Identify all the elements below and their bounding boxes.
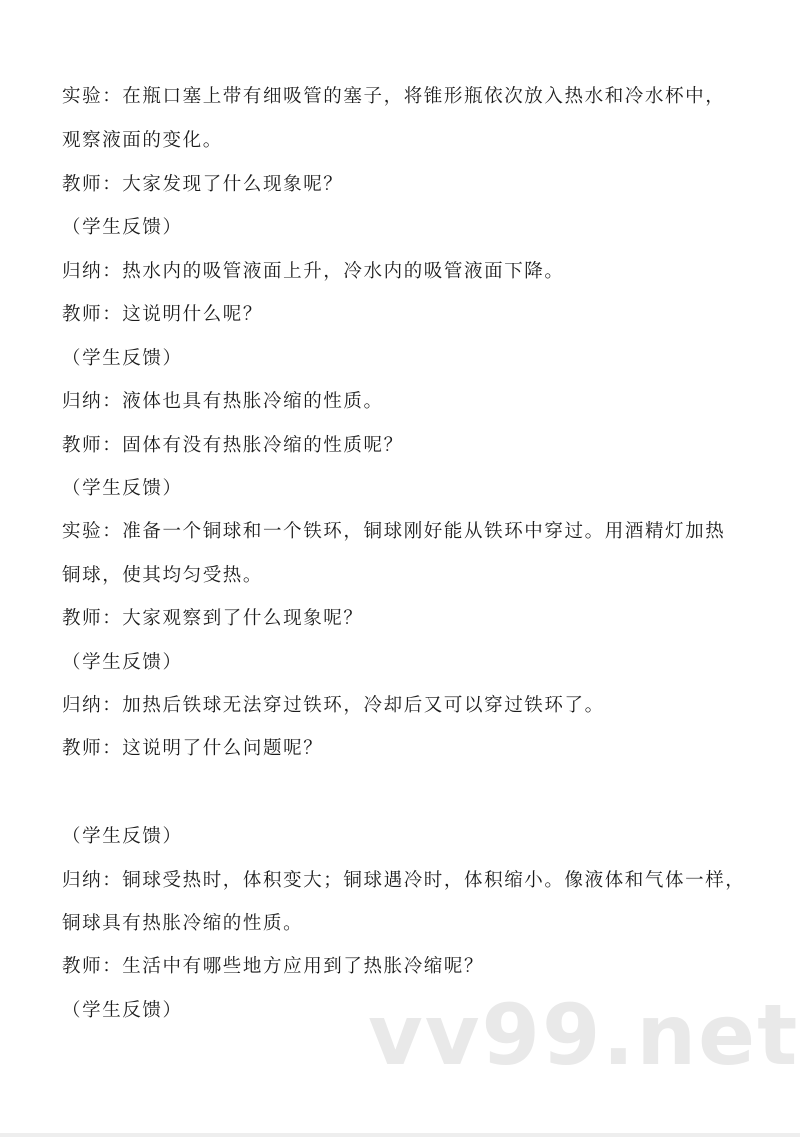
text-line-4: （学生反馈） — [62, 217, 183, 238]
text-line-19: 铜球具有热胀冷缩的性质。 — [62, 913, 304, 934]
text-line-5: 归纳：热水内的吸管液面上升，冷水内的吸管液面下降。 — [62, 261, 565, 282]
text-line-8: 归纳：液体也具有热胀冷缩的性质。 — [62, 391, 384, 412]
text-line-3: 教师：大家发现了什么现象呢？ — [62, 174, 344, 195]
text-line-21: （学生反馈） — [62, 1000, 183, 1021]
text-line-20: 教师：生活中有哪些地方应用到了热胀冷缩呢？ — [62, 956, 485, 977]
text-line-15: 归纳：加热后铁球无法穿过铁环，冷却后又可以穿过铁环了。 — [62, 695, 605, 716]
text-line-2: 观察液面的变化。 — [62, 130, 223, 151]
text-line-11: 实验：准备一个铜球和一个铁环，铜球刚好能从铁环中穿过。用酒精灯加热 — [62, 521, 726, 542]
page-bottom-edge — [0, 1133, 800, 1137]
text-line-1: 实验：在瓶口塞上带有细吸管的塞子，将锥形瓶依次放入热水和冷水杯中， — [62, 86, 726, 107]
text-line-16: 教师：这说明了什么问题呢？ — [62, 738, 324, 759]
text-line-13: 教师：大家观察到了什么现象呢？ — [62, 608, 364, 629]
text-line-12: 铜球，使其均匀受热。 — [62, 565, 264, 586]
text-line-18: 归纳：铜球受热时，体积变大；铜球遇冷时，体积缩小。像液体和气体一样， — [62, 870, 746, 891]
text-line-6: 教师：这说明什么呢？ — [62, 304, 264, 325]
text-line-9: 教师：固体有没有热胀冷缩的性质呢？ — [62, 435, 404, 456]
text-line-14: （学生反馈） — [62, 652, 183, 673]
text-line-7: （学生反馈） — [62, 348, 183, 369]
text-line-10: （学生反馈） — [62, 478, 183, 499]
text-line-17: （学生反馈） — [62, 826, 183, 847]
watermark-text: vv99.net — [368, 986, 800, 1084]
